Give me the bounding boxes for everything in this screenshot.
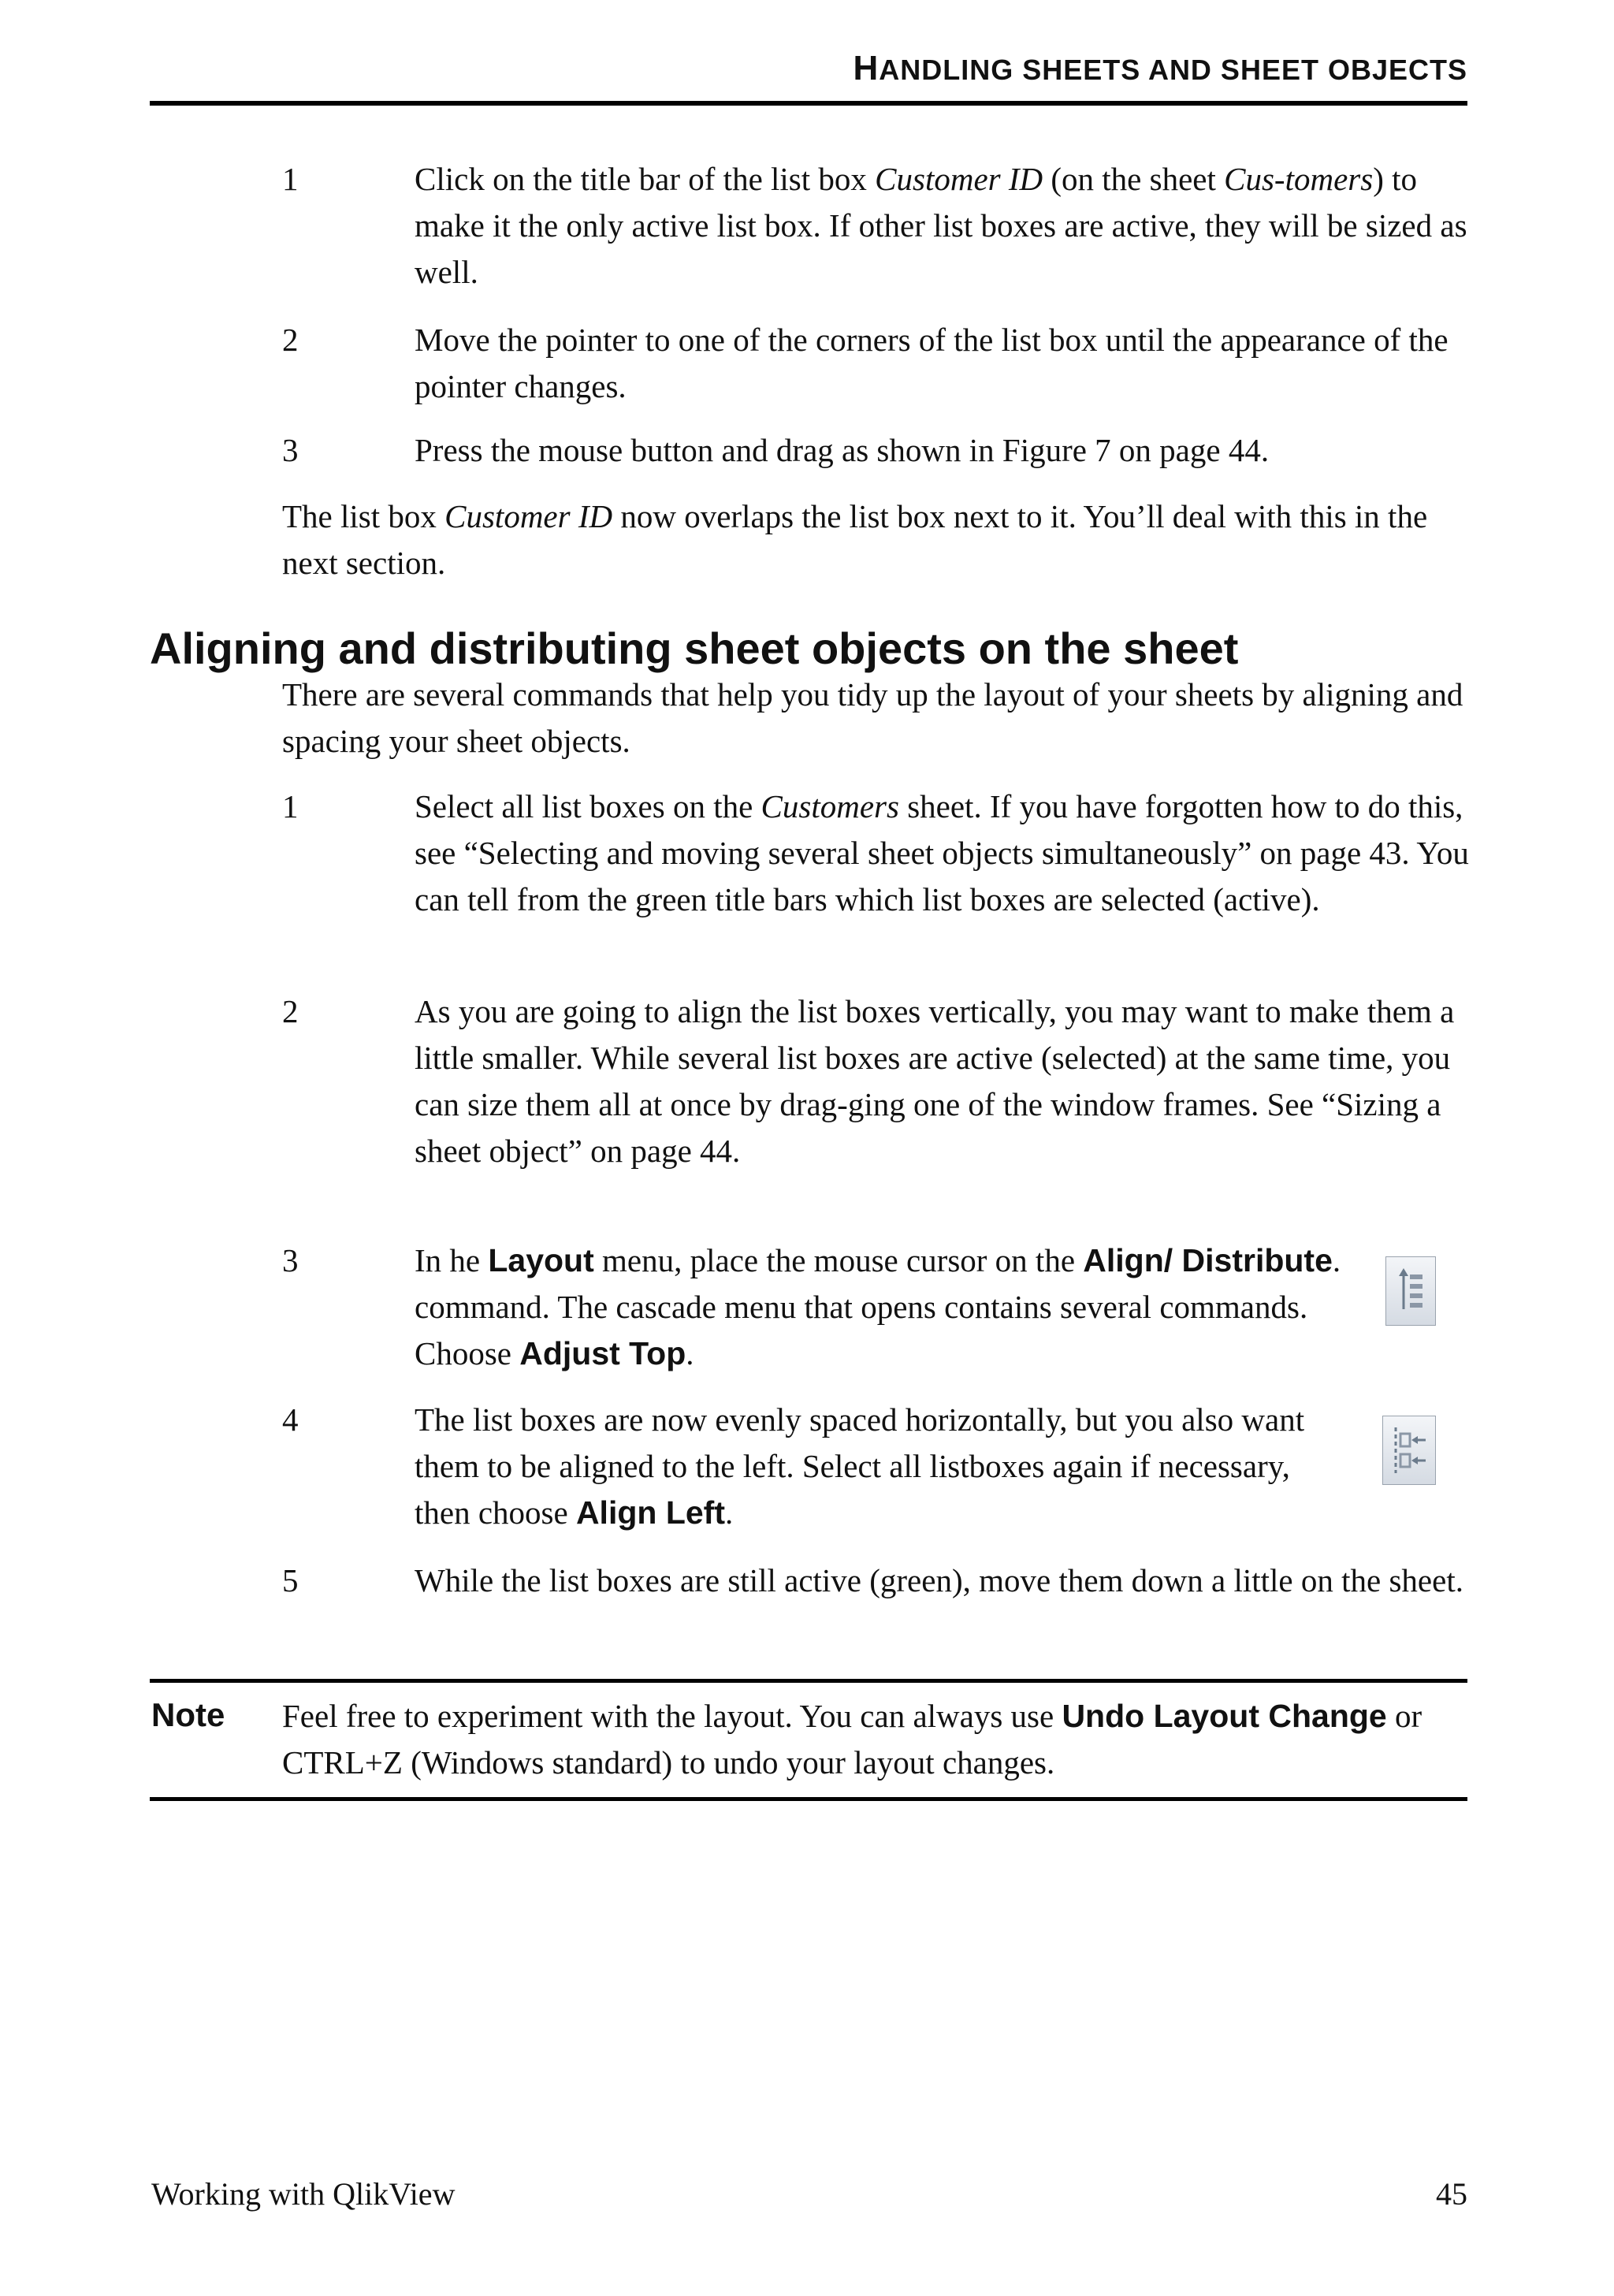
command-undo-layout-change: Undo Layout Change	[1062, 1698, 1387, 1734]
text-run: In he	[415, 1242, 489, 1278]
overlap-paragraph	[282, 493, 1467, 586]
note-top-rule	[150, 1679, 1467, 1683]
step-text	[415, 1397, 1352, 1536]
step-text	[415, 1237, 1352, 1377]
step-number: 2	[282, 322, 299, 358]
header-initial: H	[853, 49, 880, 87]
running-header	[150, 49, 1467, 88]
align-left-icon	[1382, 1416, 1436, 1485]
header-title-rest: ANDLING SHEETS AND SHEET OBJECTS	[879, 54, 1467, 86]
step-text: As you are going to align the list boxes vertically, you may want to make them a little smaller. While several list boxes are active (selected) at the same time, you can size them all at once by drag-ging one of the window frames. See “Sizing a sheet object” on page 44.	[415, 993, 1455, 1169]
text-run: Select all list boxes on the	[415, 788, 761, 824]
menu-item-align-distribute: Align/ Distribute	[1083, 1242, 1333, 1278]
italic-term: Cus-tomers	[1224, 161, 1374, 197]
text-run: sheet. If you have forgotten how to do this, see “Selecting and moving several sheet objects simultaneously” on page 43. You can tell from the green title bars which list boxes are selected (active).	[415, 788, 1469, 917]
step-text	[415, 783, 1469, 923]
text-run: now overlaps the list box next to it. You’ll deal with this in the next section.	[282, 498, 1428, 581]
note-text	[282, 1693, 1467, 1786]
step-number: 4	[282, 1401, 299, 1438]
command-adjust-top: Adjust Top	[519, 1335, 686, 1371]
text-run: .	[724, 1494, 734, 1531]
page-number: 45	[1436, 2176, 1467, 2212]
note-bottom-rule	[150, 1797, 1467, 1801]
menu-name-layout: Layout	[488, 1242, 594, 1278]
italic-term: Customers	[761, 788, 899, 824]
step-text: Press the mouse button and drag as shown in Figure 7 on page 44.	[415, 432, 1270, 468]
step-number: 5	[282, 1562, 299, 1598]
step-number: 3	[282, 1242, 299, 1278]
command-align-left: Align Left	[575, 1494, 725, 1531]
text-run: The list boxes are now evenly spaced horizontally, but you also want them to be aligned to the left. Select all listboxes again if necessary, then choose	[415, 1401, 1305, 1531]
text-run: . command. The cascade menu that opens contains several commands. Choose	[415, 1242, 1341, 1371]
section-heading: Aligning and distributing sheet objects on the sheet	[150, 623, 1239, 673]
text-run: The list box	[282, 498, 445, 534]
align-top-icon	[1385, 1256, 1436, 1326]
italic-term: Customer ID	[444, 498, 613, 534]
text-run: (on the sheet	[1043, 161, 1225, 197]
step-text	[415, 156, 1469, 296]
footer-book-title: Working with QlikView	[151, 2176, 456, 2212]
step-number: 3	[282, 432, 299, 468]
step-number: 1	[282, 161, 299, 197]
text-run: .	[686, 1335, 694, 1371]
step-number: 2	[282, 993, 299, 1029]
text-run: ) to make it the only active list box. If other list boxes are active, they will be sized as well.	[415, 161, 1467, 290]
section-intro: There are several commands that help you tidy up the layout of your sheets by aligning and spacing your sheet objects.	[282, 676, 1463, 759]
step-text: Move the pointer to one of the corners of the list box until the appearance of the pointer changes.	[415, 322, 1449, 404]
text-run: or CTRL+Z (Windows standard) to undo your layout changes.	[282, 1698, 1422, 1781]
header-rule	[150, 101, 1467, 106]
text-run: Click on the title bar of the list box	[415, 161, 876, 197]
text-run: menu, place the mouse cursor on the	[593, 1242, 1084, 1278]
italic-term: Customer ID	[875, 161, 1043, 197]
step-number: 1	[282, 788, 299, 824]
text-run: Feel free to experiment with the layout. You can always use	[282, 1698, 1062, 1734]
step-text: While the list boxes are still active (green), move them down a little on the sheet.	[415, 1562, 1463, 1598]
note-label: Note	[151, 1696, 225, 1733]
